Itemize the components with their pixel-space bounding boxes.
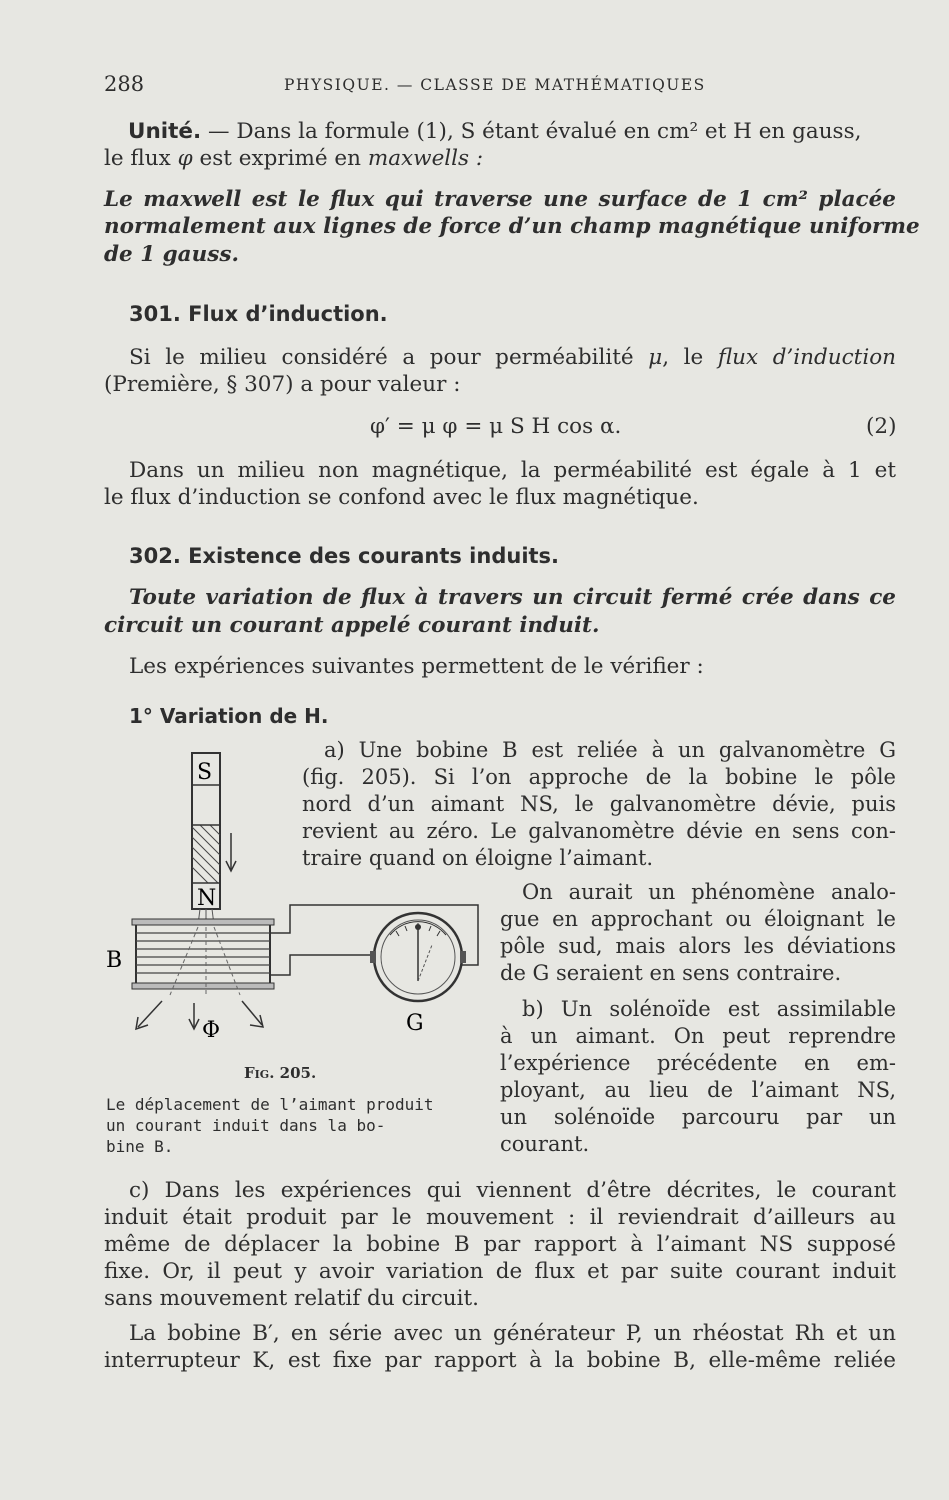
para-a-line-1: a) Une bobine B est reliée à un galvanomètre G: [324, 738, 896, 762]
maxwell-def-line-3: de 1 gauss.: [104, 242, 239, 267]
caption-line-3: bine B.: [106, 1137, 174, 1156]
para-c-line-2: induit était produit par le mouvement : il reviendrait d’ailleurs au: [104, 1205, 896, 1230]
para-c-line-1: c) Dans les expériences qui viennent d’être décrites, le courant: [129, 1178, 896, 1203]
south-line-3: pôle sud, mais alors les déviations: [500, 934, 896, 958]
label-Phi: Φ: [202, 1018, 221, 1043]
section-301-title: 301. Flux d’induction.: [129, 302, 388, 326]
s301-para2-line-2: le flux d’induction se confond avec le flux magnétique.: [104, 485, 699, 510]
s301-line-2: (Première, § 307) a pour valeur :: [104, 372, 461, 397]
s301-line-1-a: Si le milieu considéré a pour perméabilité: [129, 345, 649, 370]
para-b-line-3: l’expérience précédente en em-: [500, 1051, 896, 1075]
unit-line-2-a: le flux: [104, 146, 178, 171]
final-para-line-2: interrupteur K, est fixe par rapport à la bobine B, elle-même reliée: [104, 1348, 896, 1373]
flux-arrows: [136, 1001, 263, 1029]
unit-label: Unité.: [128, 119, 202, 144]
magnet-hatching: [192, 825, 220, 883]
s301-line-1: [129, 344, 896, 371]
unit-line-2-b: est exprimé en: [192, 146, 368, 171]
para-c-line-4: fixe. Or, il peut y avoir variation de flux et par suite courant induit: [104, 1259, 896, 1284]
para-b-line-5: un solénoïde parcouru par un: [500, 1105, 896, 1129]
para-b-line-2: à un aimant. On peut reprendre: [500, 1024, 896, 1048]
coil-bottom-flange: [132, 983, 274, 989]
subheading-variation-h: 1° Variation de H.: [129, 704, 329, 728]
terminal-left: [370, 951, 376, 963]
para-a-line-4: revient au zéro. Le galvanomètre dévie en sens con-: [302, 819, 896, 843]
flux-induction-term: flux d’induction: [717, 345, 896, 370]
law-line-2: circuit un courant appelé courant induit.: [104, 613, 600, 638]
phi-symbol: φ: [177, 146, 193, 171]
label-B: B: [106, 948, 123, 973]
figure-number: Fig. 205.: [244, 1064, 317, 1082]
s301-line-1-b: , le: [662, 345, 718, 370]
equation-number: (2): [866, 414, 897, 439]
para-b-line-6: courant.: [500, 1132, 590, 1156]
page-number: 288: [104, 72, 145, 96]
maxwells-word: maxwells :: [367, 146, 484, 171]
unit-line-1-text: — Dans la formule (1), S étant évalué en cm² et H en gauss,: [201, 119, 862, 144]
figure-205: [100, 745, 495, 1050]
s301-para2-line-1: Dans un milieu non magnétique, la perméabilité est égale à 1 et: [129, 458, 896, 483]
caption-line-2: un courant induit dans la bo-: [106, 1116, 386, 1135]
maxwell-def-line-2: normalement aux lignes de force d’un champ magnétique uniforme: [104, 214, 920, 239]
wire-bottom: [270, 955, 372, 975]
south-line-1: On aurait un phénomène analo-: [522, 880, 896, 904]
running-title: PHYSIQUE. — CLASSE DE MATHÉMATIQUES: [284, 76, 706, 94]
law-line-1: Toute variation de flux à travers un circuit fermé crée dans ce: [129, 585, 896, 610]
unit-line-2: [104, 145, 896, 172]
para-a-line-5: traire quand on éloigne l’aimant.: [302, 846, 654, 870]
terminal-right: [460, 951, 466, 963]
needle-deflection: [418, 945, 432, 981]
maxwell-def-line-1: Le maxwell est le flux qui traverse une surface de 1 cm² placée: [104, 187, 896, 212]
para-b-line-1: b) Un solénoïde est assimilable: [522, 997, 896, 1021]
label-N: N: [197, 886, 217, 911]
unit-line-1: [128, 118, 896, 145]
para-a-line-3: nord d’un aimant NS, le galvanomètre dévie, puis: [302, 792, 896, 816]
caption-line-1: Le déplacement de l’aimant produit: [106, 1095, 434, 1114]
coil-windings: [136, 933, 270, 973]
experiments-intro: Les expériences suivantes permettent de le vérifier :: [129, 654, 704, 679]
south-line-4: de G seraient en sens contraire.: [500, 961, 842, 985]
coil-B: [136, 923, 270, 985]
para-c-line-3: même de déplacer la bobine B par rapport à l’aimant NS supposé: [104, 1232, 896, 1257]
para-c-line-5: sans mouvement relatif du circuit.: [104, 1286, 479, 1311]
final-para-line-1: La bobine B′, en série avec un générateur P, un rhéostat Rh et un: [129, 1321, 896, 1346]
label-S: S: [197, 760, 213, 785]
coil-top-flange: [132, 919, 274, 925]
para-a-line-2: (fig. 205). Si l’on approche de la bobine le pôle: [302, 765, 896, 789]
mu-symbol: μ: [648, 345, 663, 370]
equation-2: φ′ = μ φ = μ S H cos α.: [370, 414, 622, 439]
label-G: G: [406, 1011, 424, 1036]
section-302-title: 302. Existence des courants induits.: [129, 544, 560, 568]
para-b-line-4: ployant, au lieu de l’aimant NS,: [500, 1078, 896, 1102]
south-line-2: gue en approchant ou éloignant le: [500, 907, 896, 931]
